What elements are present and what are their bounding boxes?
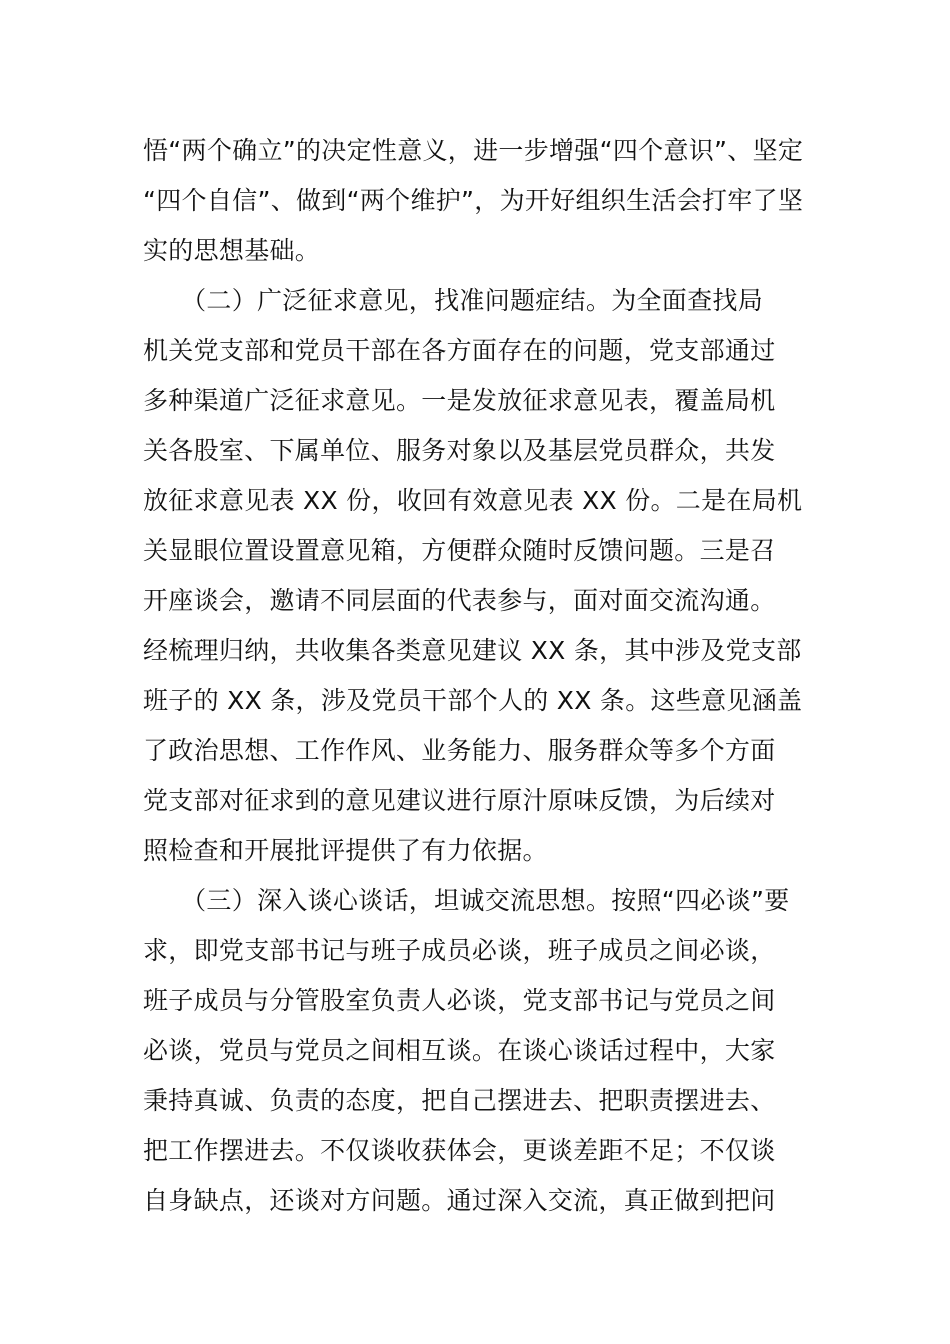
document-body bbox=[143, 126, 808, 1226]
text-line: 经梳理归纳，共收集各类意见建议 XX 条，其中涉及党支部 bbox=[143, 636, 802, 665]
text-line: 了政治思想、工作作风、业务能力、服务群众等多个方面 bbox=[143, 736, 776, 765]
text-line: 秉持真诚、负责的态度，把自己摆进去、把职责摆进去、 bbox=[143, 1086, 776, 1115]
text-line: 多种渠道广泛征求意见。一是发放征求意见表，覆盖局机 bbox=[143, 386, 776, 415]
text-line: 求，即党支部书记与班子成员必谈，班子成员之间必谈， bbox=[143, 936, 776, 965]
text-line: 关各股室、下属单位、服务对象以及基层党员群众，共发 bbox=[143, 436, 776, 465]
text-line: 把工作摆进去。不仅谈收获体会，更谈差距不足；不仅谈 bbox=[143, 1136, 776, 1165]
text-line: 班子成员与分管股室负责人必谈，党支部书记与党员之间 bbox=[143, 986, 776, 1015]
text-line: 关显眼位置设置意见箱，方便群众随时反馈问题。三是召 bbox=[143, 536, 776, 565]
text-line: “四个自信”、做到“两个维护”，为开好组织生活会打牢了坚 bbox=[143, 186, 804, 215]
text-line: 班子的 XX 条，涉及党员干部个人的 XX 条。这些意见涵盖 bbox=[143, 686, 803, 715]
text-line: 实的思想基础。 bbox=[143, 236, 321, 265]
section-heading-line: （三）深入谈心谈话，坦诚交流思想。按照“四必谈”要 bbox=[143, 886, 790, 915]
text-line: 悟“两个确立”的决定性意义，进一步增强“四个意识”、坚定 bbox=[143, 136, 804, 165]
text-line: 开座谈会，邀请不同层面的代表参与，面对面交流沟通。 bbox=[143, 586, 776, 615]
text-line: 党支部对征求到的意见建议进行原汁原味反馈，为后续对 bbox=[143, 786, 776, 815]
text-line: 放征求意见表 XX 份，收回有效意见表 XX 份。二是在局机 bbox=[143, 486, 803, 515]
text-line: 自身缺点，还谈对方问题。通过深入交流，真正做到把问 bbox=[143, 1186, 776, 1215]
text-line: 必谈，党员与党员之间相互谈。在谈心谈话过程中，大家 bbox=[143, 1036, 776, 1065]
text-line: 照检查和开展批评提供了有力依据。 bbox=[143, 836, 548, 865]
text-line: 机关党支部和党员干部在各方面存在的问题，党支部通过 bbox=[143, 336, 776, 365]
section-heading-line: （二）广泛征求意见，找准问题症结。为全面查找局 bbox=[143, 286, 764, 315]
